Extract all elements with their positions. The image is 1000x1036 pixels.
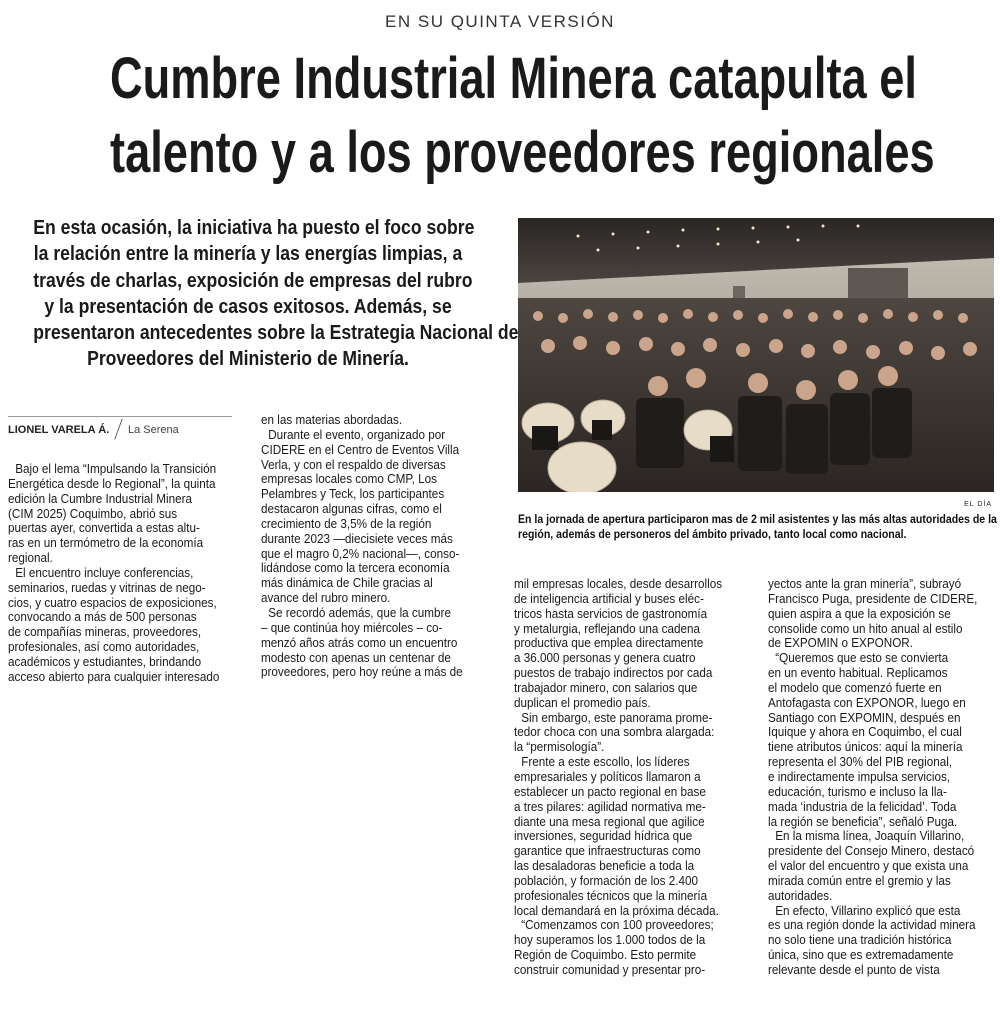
text-line: construir comunidad y presentar pro- — [514, 961, 706, 977]
text-line: autoridades. — [768, 887, 833, 903]
text-line: Santiago con EXPOMIN, después en — [768, 709, 961, 725]
text-line: empresas locales como CMP, Los — [261, 471, 438, 487]
text-line: quien aspira a que la exposición se — [768, 605, 951, 621]
caption-line: En la jornada de apertura participaron mas de 2 mil asistentes y las más altas autoridades de la — [518, 512, 997, 526]
text-line: a 36.000 personas y genera cuatro — [514, 650, 696, 666]
event-photo — [518, 218, 994, 492]
article-column-1 — [8, 462, 243, 685]
text-line: que el magro 0,2% nacional—, conso- — [261, 545, 460, 561]
kicker: EN SU QUINTA VERSIÓN — [385, 12, 615, 31]
text-line: es una región donde la actividad minera — [768, 917, 976, 933]
text-line: única, sino que es extremadamente — [768, 947, 954, 963]
lead-line: En esta ocasión, la iniciativa ha puesto el foco sobre — [33, 217, 475, 239]
text-line: puertas ayer, convertida a estas altu- — [8, 520, 200, 536]
text-line: el modelo que comenzó fuerte en — [768, 679, 942, 695]
text-line: proveedores, pero hoy reúne a más de — [261, 664, 463, 680]
text-line: Durante el evento, organizado por — [268, 426, 446, 442]
text-line: local demandará en la próxima década. — [514, 902, 719, 918]
text-line: El encuentro incluye conferencias, — [15, 564, 194, 580]
text-line: de compañías mineras, proveedores, — [8, 624, 202, 640]
text-line: e indirectamente impulsa servicios, — [768, 768, 951, 784]
text-line: en un evento habitual. Replicamos — [768, 665, 948, 681]
text-line: En la misma línea, Joaquín Villarino, — [775, 828, 965, 844]
text-line: educación, turismo e incluso la lla- — [768, 783, 947, 799]
text-line: representa el 30% del PIB regional, — [768, 754, 953, 770]
text-line: crecimiento de 3,5% de la región — [261, 515, 432, 531]
text-line: de inteligencia artificial y buses eléc- — [514, 590, 704, 606]
headline — [110, 42, 935, 190]
text-line: yectos ante la gran minería”, subrayó — [768, 576, 962, 591]
photo-credit: EL DÍA — [964, 501, 992, 508]
lead-line: Proveedores del Ministerio de Minería. — [87, 348, 409, 371]
text-line: mada ‘industria de la felicidad’. Toda — [768, 798, 957, 814]
text-line: “Comenzamos con 100 proveedores; — [521, 917, 714, 933]
text-line: de EXPOMIN o EXPONOR. — [768, 635, 913, 651]
photo-caption — [518, 512, 998, 542]
text-line: tricos hasta servicios de gastronomía — [514, 605, 708, 621]
byline-divider — [114, 418, 122, 439]
text-line: edición la Cumbre Industrial Minera — [8, 490, 193, 506]
text-line: las desaladoras beneficie a toda la — [514, 858, 695, 874]
text-line: más dinámica de Chile gracias al — [261, 575, 433, 591]
byline-author: LIONEL VARELA Á. — [8, 424, 110, 436]
lead-line: presentaron antecedentes sobre la Estrategia Nacional de — [33, 322, 519, 345]
text-line: Francisco Puga, presidente de CIDERE, — [768, 590, 978, 606]
byline-place: La Serena — [128, 424, 179, 436]
text-line: la “permisología”. — [514, 739, 605, 755]
text-line: lidándose como la tercera economía — [261, 560, 450, 576]
text-line: cios, y cuatro espacios de exposiciones, — [8, 594, 217, 610]
text-line: y metalurgia, reflejando una cadena — [514, 620, 701, 636]
text-line: inversiones, seguridad hídrica que — [514, 828, 693, 844]
text-line: destacaron algunas cifras, como el — [261, 501, 442, 517]
lead-line: la relación entre la minería y las energías limpias, a — [33, 243, 463, 266]
text-line: CIDERE en el Centro de Eventos Villa — [261, 441, 460, 457]
text-line: presidente del Consejo Minero, destacó — [768, 843, 975, 859]
text-line: en las materias abordadas. — [261, 412, 403, 427]
text-line: empresariales y políticos llamaron a — [514, 768, 701, 784]
text-line: población, y formación de los 2.400 — [514, 872, 699, 888]
text-line: mil empresas locales, desde desarrollos — [514, 576, 723, 591]
text-line: productiva que emplea directamente — [514, 635, 704, 651]
text-line: Antofagasta con EXPONOR, luego en — [768, 694, 966, 710]
text-line: convocando a más de 500 personas — [8, 609, 197, 625]
text-line: Verla, y con el respaldo de diversas — [261, 456, 446, 472]
text-line: menzó años atrás como un encuentro — [261, 634, 458, 650]
text-line: – que continúa hoy miércoles – co- — [261, 619, 443, 635]
article-column-4 — [768, 577, 1000, 978]
text-line: durante 2023 —diecisiete veces más — [261, 530, 453, 546]
headline-line: talento y a los proveedores regionales — [110, 120, 935, 185]
text-line: Sin embargo, este panorama prome- — [521, 709, 713, 725]
text-line: profesionales técnicos que la minería — [514, 887, 708, 903]
text-line: En efecto, Villarino explicó que esta — [775, 902, 961, 918]
text-line: avance del rubro minero. — [261, 590, 391, 606]
text-line: tiene atributos únicos: aquí la minería — [768, 739, 963, 755]
text-line: establecer un pacto regional en base — [514, 783, 706, 799]
text-line: regional. — [8, 550, 53, 566]
text-line: no solo tiene una tradición histórica — [768, 932, 952, 948]
article-column-3 — [514, 577, 745, 978]
lead-line: través de charlas, exposición de empresas del rubro — [33, 269, 473, 292]
text-line: el valor del encuentro y que exista una — [768, 858, 969, 874]
text-line: duplican el promedio país. — [514, 694, 651, 710]
text-line: Pelambres y Teck, los participantes — [261, 486, 445, 502]
text-line: Bajo el lema “Impulsando la Transición — [15, 461, 217, 476]
text-line: seminarios, ruedas y vitrinas de nego- — [8, 579, 206, 595]
text-line: modesto con apenas un centenar de — [261, 649, 451, 665]
text-line: Se recordó además, que la cumbre — [268, 604, 451, 620]
text-line: tedor choca con una sombra alargada: — [514, 724, 715, 740]
text-line: ras en un termómetro de la economía — [8, 535, 204, 551]
text-line: mirada común entre el gremio y las — [768, 872, 951, 888]
text-line: (CIM 2025) Coquimbo, abrió sus — [8, 505, 178, 521]
text-line: trabajador minero, con salarios que — [514, 679, 698, 695]
text-line: “Queremos que esto se convierta — [775, 650, 949, 666]
text-line: puestos de trabajo indirectos por cada — [514, 665, 713, 681]
byline-rule — [8, 416, 232, 417]
article-column-2 — [261, 413, 485, 680]
caption-line: región, además de personeros del ámbito privado, tanto local como nacional. — [518, 527, 907, 541]
text-line: la región se beneficia”, señaló Puga. — [768, 813, 958, 829]
text-line: académicos y estudiantes, brindando — [8, 653, 202, 669]
headline-line: Cumbre Industrial Minera catapulta el — [110, 46, 917, 111]
text-line: diante una mesa regional que agilice — [514, 813, 705, 829]
text-line: consolide como un hito anual al estilo — [768, 620, 963, 636]
text-line: Región de Coquimbo. Esto permite — [514, 947, 697, 963]
text-line: profesionales, así como autoridades, — [8, 639, 200, 655]
text-line: garantice que infraestructuras como — [514, 843, 701, 859]
text-line: Iquique y ahora en Coquimbo, el cual — [768, 724, 962, 740]
text-line: a tres pilares: agilidad normativa me- — [514, 798, 706, 814]
lead-paragraph — [4, 215, 519, 373]
text-line: relevante desde el punto de vista — [768, 961, 940, 977]
text-line: Frente a este escollo, los líderes — [521, 754, 690, 770]
text-line: hoy superamos los 1.000 todos de la — [514, 932, 706, 948]
text-line: acceso abierto para cualquier interesado — [8, 668, 220, 684]
lead-line: y la presentación de casos exitosos. Además, se — [44, 295, 452, 318]
text-line: Energética desde lo Regional”, la quinta — [8, 475, 216, 491]
